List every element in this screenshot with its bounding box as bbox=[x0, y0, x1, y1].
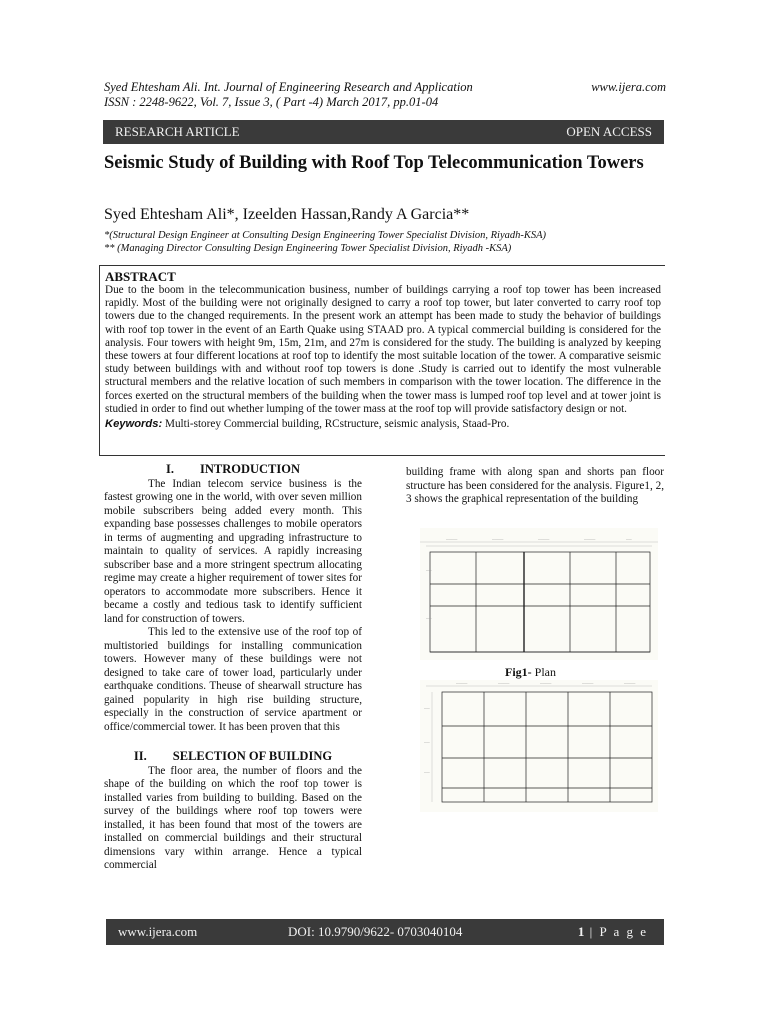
section-title: INTRODUCTION bbox=[199, 462, 300, 476]
section-number: I. bbox=[165, 462, 174, 476]
svg-text:────: ──── bbox=[456, 681, 468, 686]
running-header bbox=[104, 80, 666, 110]
affiliations bbox=[104, 229, 664, 255]
svg-text:──: ── bbox=[426, 568, 432, 573]
figure-1-caption-label: Fig1- bbox=[505, 665, 532, 679]
svg-text:──: ── bbox=[424, 770, 430, 775]
footer-doi[interactable]: DOI: 10.9790/9622- 0703040104 bbox=[288, 924, 463, 939]
intro-paragraph-2: This led to the extensive use of the roof top of multistoried buildings for installing communication towers. However many of these buildings were not designed to take care of tower load, particularly under earthquake conditions. Theuse of shearwall structure has gained popularity in high rise building structure, especially in the construction of service apartment or office/commercial tower. It has been proven that this bbox=[104, 626, 362, 733]
svg-text:────: ──── bbox=[492, 537, 504, 542]
affiliation-2: ** (Managing Director Consulting Design Engineering Tower Specialist Division, Riyadh -KSA) bbox=[104, 243, 512, 254]
paper-title: Seismic Study of Building with Roof Top Telecommunication Towers bbox=[104, 153, 644, 173]
svg-text:────: ──── bbox=[540, 681, 552, 686]
section-heading-selection bbox=[104, 750, 362, 764]
svg-text:──: ── bbox=[426, 616, 432, 621]
elevation-grid-drawing bbox=[420, 680, 658, 812]
keywords bbox=[105, 417, 661, 431]
authors: Syed Ehtesham Ali*, Izeelden Hassan,Randy A Garcia** bbox=[104, 206, 470, 223]
svg-text:────: ──── bbox=[582, 681, 594, 686]
section-title: SELECTION OF BUILDING bbox=[172, 749, 333, 763]
footer-website[interactable]: www.ijera.com bbox=[118, 924, 198, 939]
intro-paragraph-1: The Indian telecom service business is the fastest growing one in the world, with over seven million mobile subscribers being added every month. This expanding base possesses challenges to mobile operators in terms of augmenting and upgrading infrastructure to maintain to quality of services. A rapidly increasing subscriber base and a more stringent spectrum allocating regime may create a higher requirement of tower sites for operators to accommodate more subscribers. Hence it became a costly and tedious task to identify sufficient land for construction of towers. bbox=[104, 477, 362, 625]
plan-grid-drawing bbox=[420, 528, 658, 660]
section-heading-introduction bbox=[104, 463, 362, 477]
page-number bbox=[578, 924, 648, 940]
page-footer bbox=[106, 919, 664, 945]
svg-text:────: ──── bbox=[446, 537, 458, 542]
page-number-value: 1 bbox=[577, 924, 585, 939]
svg-text:────: ──── bbox=[624, 681, 636, 686]
citation-line-2: ISSN : 2248-9622, Vol. 7, Issue 3, ( Part -4) March 2017, pp.01-04 bbox=[104, 95, 439, 109]
left-column bbox=[104, 463, 362, 873]
right-column bbox=[406, 466, 664, 507]
svg-text:──: ── bbox=[424, 706, 430, 711]
abstract-heading: ABSTRACT bbox=[105, 269, 176, 284]
figure-2-elevation bbox=[420, 680, 658, 812]
figure-1-caption-text: Plan bbox=[531, 665, 557, 679]
svg-text:────: ──── bbox=[538, 537, 550, 542]
affiliation-1: *(Structural Design Engineer at Consulting Design Engineering Tower Specialist Division, Riyadh-KSA) bbox=[104, 230, 547, 241]
citation-line-1: Syed Ehtesham Ali. Int. Journal of Engineering Research and Application bbox=[104, 80, 473, 94]
research-article-label: RESEARCH ARTICLE bbox=[115, 124, 240, 139]
article-type-banner bbox=[103, 120, 664, 144]
keywords-label: Keywords: bbox=[105, 418, 163, 431]
svg-text:────: ──── bbox=[584, 537, 596, 542]
right-paragraph-1: building frame with along span and shorts pan floor structure has been considered for the analysis. Figure1, 2, 3 shows the graphical representation of the building bbox=[406, 466, 664, 505]
open-access-label: OPEN ACCESS bbox=[566, 124, 652, 139]
abstract-box bbox=[99, 265, 665, 455]
keywords-text: Multi-storey Commercial building, RCstructure, seismic analysis, Staad-Pro. bbox=[162, 418, 510, 431]
figure-1-plan bbox=[420, 528, 658, 660]
section-number: II. bbox=[133, 749, 147, 763]
page-number-label: | P a g e bbox=[584, 924, 648, 939]
svg-text:──: ── bbox=[626, 537, 632, 542]
abstract-text: Due to the boom in the telecommunication business, number of buildings carrying a roof top tower has been increased rapidly. Most of the building were not originally designed to carry a roof top tower, but later converted to carry roof top towers due to the changed requirements. In the present work an attempt has been made to study the behavior of buildings with roof top tower in the event of an Earth Quake using STAAD pro. A typical commercial building is considered for the analysis. Four towers with height 9m, 15m, 21m, and 27m is considered for the study. The building is analyzed by keeping these towers at four different locations at roof top to identify the most suitable location of the tower. A comparative seismic study between buildings with and without roof top towers is done .Study is carried out to identify the most vulnerable structural members and the relative location of such members in comparison with the tower location. The difference in the forces exerted on the structural members of the building when the tower mass is lumped roof top level and at tower joint is studied in order to find out whether lumping of the tower mass at the roof top will provide satisfactory design or not. bbox=[105, 284, 661, 415]
figure-1-caption bbox=[505, 665, 556, 680]
svg-text:──: ── bbox=[424, 740, 430, 745]
svg-text:────: ──── bbox=[498, 681, 510, 686]
journal-website[interactable]: www.ijera.com bbox=[591, 80, 666, 94]
abstract-divider bbox=[99, 455, 665, 456]
selection-paragraph-1: The floor area, the number of floors and the shape of the building on which the roof top tower is installed varies from building to building. Based on the survey of the buildings where roof top towers were installed, it has been found that most of the towers are installed on commercial buildings and their structural dimensions vary within arrange. Hence a typical commercial bbox=[104, 764, 362, 871]
